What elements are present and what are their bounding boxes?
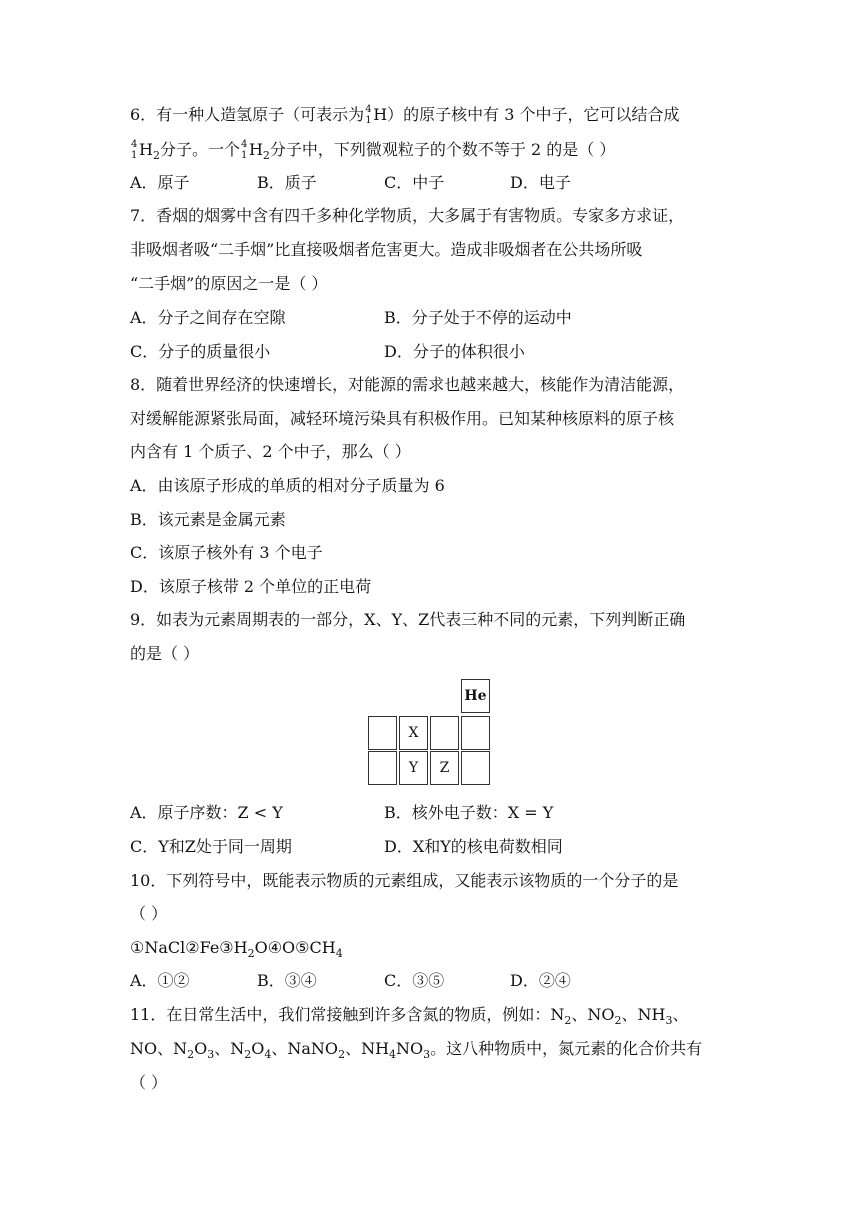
q10-option-c: C．③⑤ (384, 971, 445, 990)
q8-line-2: 对缓解能源紧张局面，减轻环境污染具有积极作用。已知某种核原料的原子核 (130, 409, 675, 428)
cell-y: Y (399, 751, 428, 785)
q9-line-1: 9．如表为元素周期表的一部分，X、Y、Z代表三种不同的元素，下列判断正确 (130, 610, 686, 629)
q10-line-1: 10．下列符号中，既能表示物质的元素组成，又能表示该物质的一个分子的是 (130, 871, 679, 890)
q10-symbols: $①NaCl②Fe③H_2O④O⑤CH_4$ (130, 938, 343, 961)
q11-line-1: 11．在日常生活中，我们常接触到许多含氮的物质，例如：$N_2$、$NO_2$、$NH_3$、 (130, 1005, 689, 1028)
q8-option-d: D．该原子核带 2 个单位的正电荷 (130, 577, 372, 596)
q6-option-c: C．中子 (384, 173, 445, 192)
q8-option-b: B．该元素是金属元素 (130, 510, 286, 529)
q7-option-a: A．分子之间存在空隙 (130, 308, 286, 327)
q7-line-1: 7．香烟的烟雾中含有四千多种化学物质，大多属于有害物质。专家多方求证， (130, 206, 685, 225)
q9-option-b: B．核外电子数：X = Y (384, 803, 554, 822)
q9-line-2: 的是（ ） (130, 644, 200, 663)
cell-r3-c1 (368, 751, 397, 785)
q8-option-c: C．该原子核外有 3 个电子 (130, 543, 323, 562)
periodic-table-fragment (368, 679, 492, 789)
q8-line-3: 内含有 1 个质子、2 个中子，那么（ ） (130, 442, 411, 461)
q6-option-d: D．电子 (510, 173, 571, 192)
q7-option-b: B．分子处于不停的运动中 (384, 308, 572, 327)
cell-r2-c1 (368, 716, 397, 750)
q8-line-1: 8．随着世界经济的快速增长，对能源的需求也越来越大，核能作为清洁能源， (130, 375, 685, 394)
q9-option-a: A．原子序数：Z < Y (130, 803, 283, 822)
q10-option-b: B．③④ (257, 971, 317, 990)
q6-option-b: B．质子 (257, 173, 317, 192)
q6-isotope: 4 1 (365, 104, 372, 126)
q8-option-a: A．由该原子形成的单质的相对分子质量为 6 (130, 476, 445, 495)
q7-line-2: 非吸烟者吸“二手烟”比直接吸烟者危害更大。造成非吸烟者在公共场所吸 (130, 240, 643, 259)
q10-option-d: D．②④ (510, 971, 571, 990)
cell-r3-c4 (461, 751, 490, 785)
q6-text-a: 6．有一种人造氢原子（可表示为 (130, 105, 365, 124)
q6-line-1: 6．有一种人造氢原子（可表示为 4 1 H）的原子核中有 3 个中子，它可以结合成 (130, 104, 680, 126)
q11-line-2: NO、$N_2O_3$、$N_2O_4$、NaNO$_2$、$NH_4NO_3$。这八种物质中，氮元素的化合价共有 (130, 1039, 703, 1062)
q6-line-2: 4 1 $H_2$分子。一个 4 1 $H_2$分子中，下列微观粒子的个数不等于 2 的是（ ） (131, 139, 616, 163)
cell-r2-c3 (430, 716, 459, 750)
cell-x: X (399, 716, 428, 750)
q7-option-c: C．分子的质量很小 (130, 342, 271, 361)
q6-text-b: ）的原子核中有 3 个中子，它可以结合成 (387, 105, 680, 124)
cell-he: He (461, 679, 490, 713)
q9-option-d: D．X和Y的核电荷数相同 (384, 837, 563, 856)
q10-option-a: A．①② (130, 971, 190, 990)
q7-line-3: “二手烟”的原因之一是（ ） (130, 274, 328, 293)
q10-line-2: （ ） (130, 904, 168, 923)
q7-option-d: D．分子的体积很小 (384, 342, 525, 361)
q9-option-c: C．Y和Z处于同一周期 (130, 837, 292, 856)
q11-line-3: （ ） (130, 1073, 168, 1092)
q6-option-a: A．原子 (130, 173, 190, 192)
cell-r2-c4 (461, 716, 490, 750)
cell-z: Z (430, 751, 459, 785)
